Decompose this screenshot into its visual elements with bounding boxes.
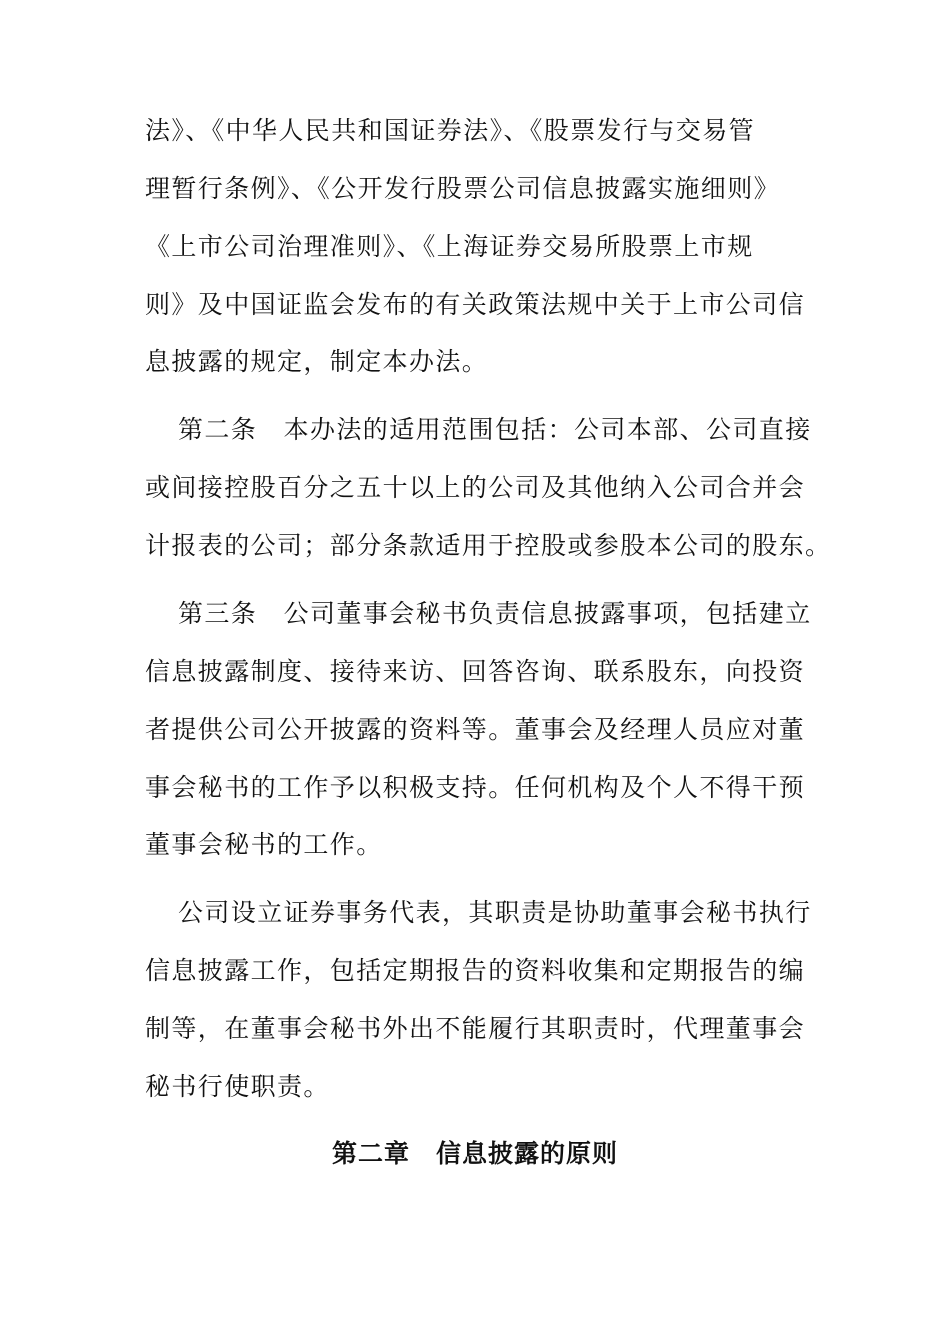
paragraph-1-line-2: 理暂行条例》、《公开发行股票公司信息披露实施细则》: [145, 174, 781, 203]
paragraph-2-line-2: 或间接控股百分之五十以上的公司及其他纳入公司合并会: [145, 473, 806, 502]
paragraph-4-line-1: 公司设立证券事务代表，其职责是协助董事会秘书执行: [178, 898, 812, 927]
paragraph-1-line-3: 《上市公司治理准则》、《上海证券交易所股票上市规: [145, 232, 754, 261]
paragraph-2-line-3: 计报表的公司；部分条款适用于控股或参股本公司的股东。: [145, 531, 832, 560]
paragraph-4-line-4: 秘书行使职责。: [145, 1072, 330, 1101]
paragraph-4-line-3: 制等，在董事会秘书外出不能履行其职责时，代理董事会: [145, 1014, 806, 1043]
paragraph-2-line-1: 第二条 本办法的适用范围包括：公司本部、公司直接: [178, 415, 812, 444]
paragraph-1-line-1: 法》、《中华人民共和国证券法》、《股票发行与交易管: [145, 116, 756, 145]
paragraph-1-line-5: 息披露的规定，制定本办法。: [145, 347, 489, 376]
paragraph-3-line-1: 第三条 公司董事会秘书负责信息披露事项，包括建立: [178, 599, 812, 628]
paragraph-3-line-5: 董事会秘书的工作。: [145, 830, 383, 859]
chapter-heading: 第二章 信息披露的原则: [331, 1139, 618, 1168]
paragraph-4-line-2: 信息披露工作，包括定期报告的资料收集和定期报告的编: [145, 956, 806, 985]
paragraph-3-line-3: 者提供公司公开披露的资料等。董事会及经理人员应对董: [145, 715, 806, 744]
paragraph-3-line-2: 信息披露制度、接待来访、回答咨询、联系股东，向投资: [145, 657, 806, 686]
paragraph-3-line-4: 事会秘书的工作予以积极支持。任何机构及个人不得干预: [145, 773, 806, 802]
paragraph-1-line-4: 则》及中国证监会发布的有关政策法规中关于上市公司信: [145, 290, 806, 319]
